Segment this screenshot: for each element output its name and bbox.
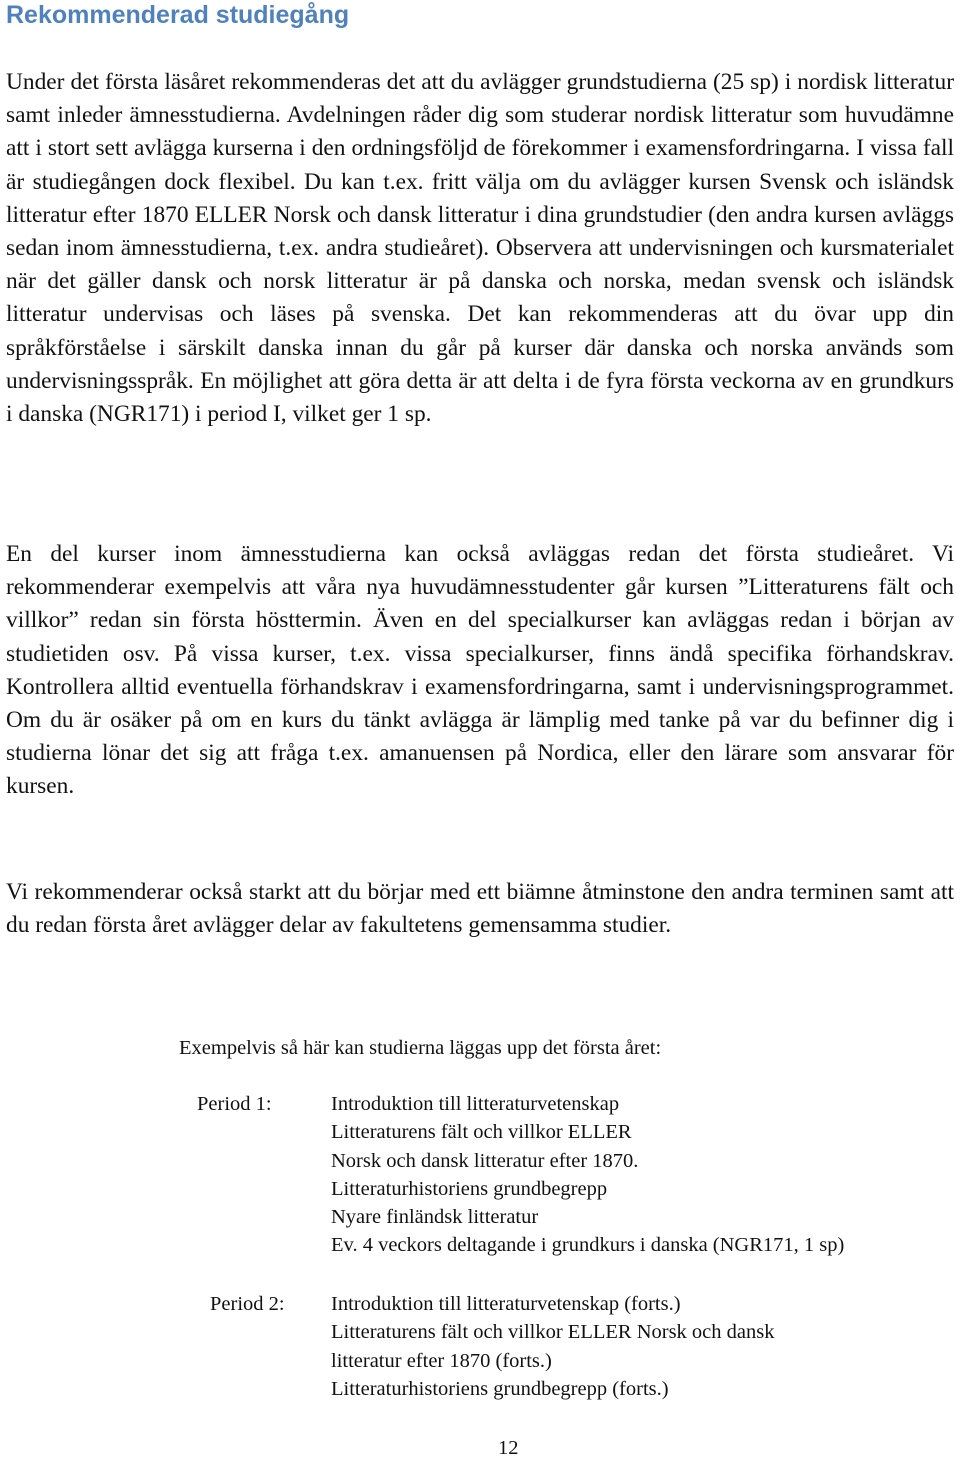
- course-line: Introduktion till litteraturvetenskap (forts.): [331, 1293, 681, 1315]
- period-1-course-list: [331, 1090, 844, 1260]
- course-line: Litteraturhistoriens grundbegrepp: [331, 1177, 608, 1200]
- course-line: Ev. 4 veckors deltagande i grundkurs i danska (NGR171, 1 sp): [331, 1234, 845, 1257]
- paragraph-advanced-courses: En del kurser inom ämnesstudierna kan också avläggas redan det första studieåret. Vi rekommenderar exempelvis att våra nya huvudämnesstudenter går kursen ”Litteraturens fält och villkor” redan sin första hösttermin. Även en del specialkurser kan avläggas redan i början av studietiden osv. På vissa kurser, t.ex. vissa specialkurser, finns ändå specifika förhandskrav. Kontrollera alltid eventuella förhandskrav i examensfordringarna, samt i undervisningsprogrammet. Om du är osäker på om en kurs du tänkt avlägga är lämplig med tanke på var du befinner dig i studierna lönar det sig att fråga t.ex. amanuensen på Nordica, eller den lärare som ansvarar för kursen.: [6, 541, 954, 800]
- course-line: Litteraturens fält och villkor ELLER Norsk och dansk: [331, 1321, 775, 1344]
- period-1-label: Period 1:: [197, 1093, 272, 1115]
- period-2-course-list: [331, 1290, 774, 1403]
- section-heading: Rekommenderad studiegång: [6, 1, 350, 29]
- course-line: Litteraturens fält och villkor ELLER: [331, 1121, 632, 1144]
- course-line: Introduktion till litteraturvetenskap: [331, 1093, 620, 1115]
- period-2-label: Period 2:: [210, 1293, 285, 1315]
- course-line: Norsk och dansk litteratur efter 1870.: [331, 1149, 639, 1172]
- course-line: litteratur efter 1870 (forts.): [331, 1349, 552, 1372]
- example-intro: Exempelvis så här kan studierna läggas upp det första året:: [179, 1037, 662, 1059]
- page-number: 12: [498, 1437, 519, 1459]
- paragraph-intro: Under det första läsåret rekommenderas det att du avlägger grundstudierna (25 sp) i nordisk litteratur samt inleder ämnesstudierna. Avdelningen råder dig som studerar nordisk litteratur som huvudämne att i stort sett avlägga kurserna i den ordningsföljd de förekommer i examensfordringarna. I vissa fall är studiegången dock flexibel. Du kan t.ex. fritt välja om du avlägger kursen Svensk och isländsk litteratur efter 1870 ELLER Norsk och dansk litteratur i dina grundstudier (den andra kursen avläggs sedan inom ämnesstudierna, t.ex. andra studieåret). Observera att undervisningen och kursmaterialet när det gäller dansk och norsk litteratur är på danska och norska, medan svensk och isländsk litteratur undervisas och läses på svenska. Det kan rekommenderas att du övar upp din språkförståelse i särskilt danska innan du går på kurser där danska och norska används som undervisningsspråk. En möjlighet att göra detta är att delta i de fyra första veckorna av en grundkurs i danska (NGR171) i period I, vilket ger 1 sp.: [6, 69, 954, 428]
- course-line: Nyare finländsk litteratur: [331, 1206, 539, 1229]
- paragraph-minor-subject: Vi rekommenderar också starkt att du börjar med ett biämne åtminstone den andra terminen samt att du redan första året avlägger delar av fakultetens gemensamma studier.: [6, 879, 954, 939]
- course-line: Litteraturhistoriens grundbegrepp (forts.): [331, 1377, 669, 1400]
